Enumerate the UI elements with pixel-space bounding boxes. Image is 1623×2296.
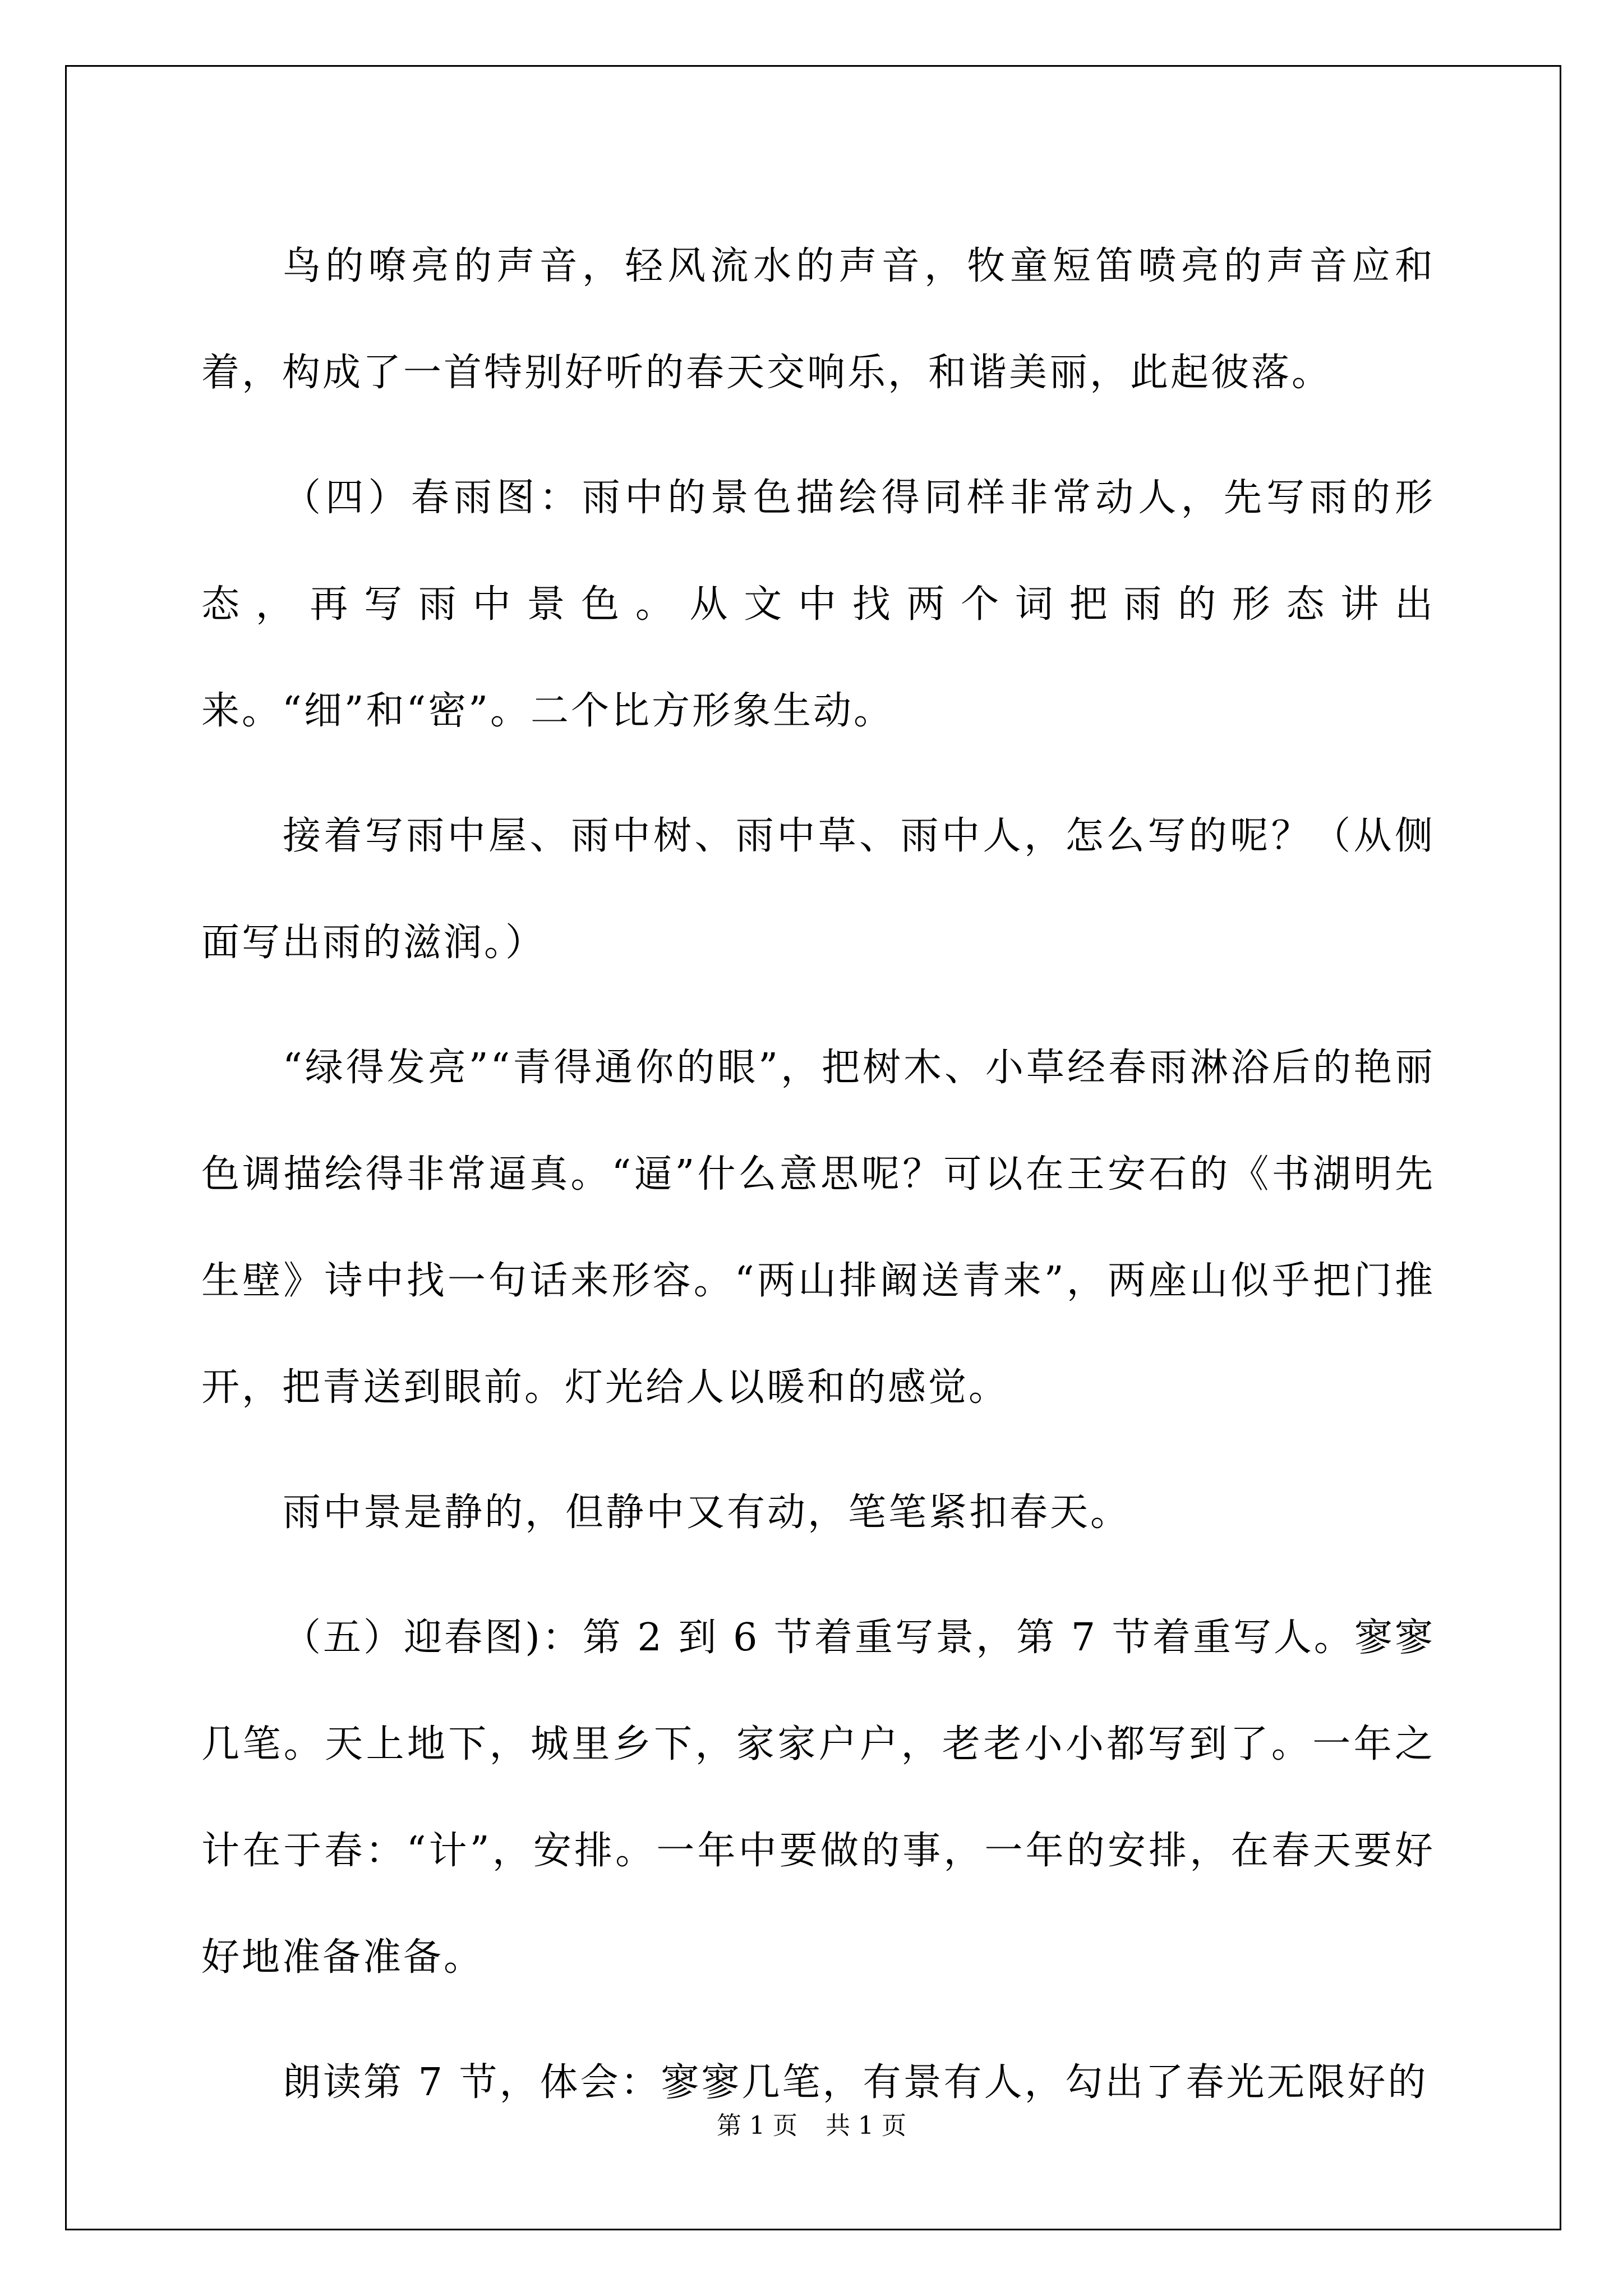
page-total: 共 1 页: [826, 2111, 906, 2140]
paragraph-1: 鸟的嘹亮的声音，轻风流水的声音，牧童短笛喷亮的声音应和着，构成了一首特别好听的春天交响乐，和谐美丽，此起彼落。: [201, 244, 1435, 395]
paragraph-4: “绿得发亮”“青得通你的眼”，把树木、小草经春雨淋浴后的艳丽色调描绘得非常逼真。“逼”什么意思呢？可以在王安石的《书湖明先生壁》诗中找一句话来形容。“两山排阚送青来”，两座山似乎把门推开，把青送到眼前。灯光给人以暖和的感觉。: [201, 1046, 1435, 1410]
document-body: [201, 213, 1435, 2155]
paragraph-2: （四）春雨图：雨中的景色描绘得同样非常动人，先写雨的形态，再写雨中景色。从文中找两个词把雨的形态讲出来。“细”和“密”。二个比方形象生动。: [201, 476, 1435, 733]
page-footer: [0, 2109, 1623, 2143]
paragraph-6: （五）迎春图)：第 2 到 6 节着重写景，第 7 节着重写人。寥寥几笔。天上地下，城里乡下，家家户户，老老小小都写到了。一年之计在于春：“计”，安排。一年中要做的事，一年的安排，在春天要好好地准备准备。: [201, 1616, 1435, 1980]
page-number: 第 1 页: [717, 2111, 797, 2140]
paragraph-7: 朗读第 7 节，体会：寥寥几笔，有景有人，勾出了春光无限好的: [283, 2060, 1428, 2105]
paragraph-5: 雨中景是静的，但静中又有动，笔笔紧扣春天。: [283, 1490, 1131, 1535]
paragraph-3: 接着写雨中屋、雨中树、雨中草、雨中人，怎么写的呢？（从侧面写出雨的滋润。）: [201, 814, 1435, 965]
